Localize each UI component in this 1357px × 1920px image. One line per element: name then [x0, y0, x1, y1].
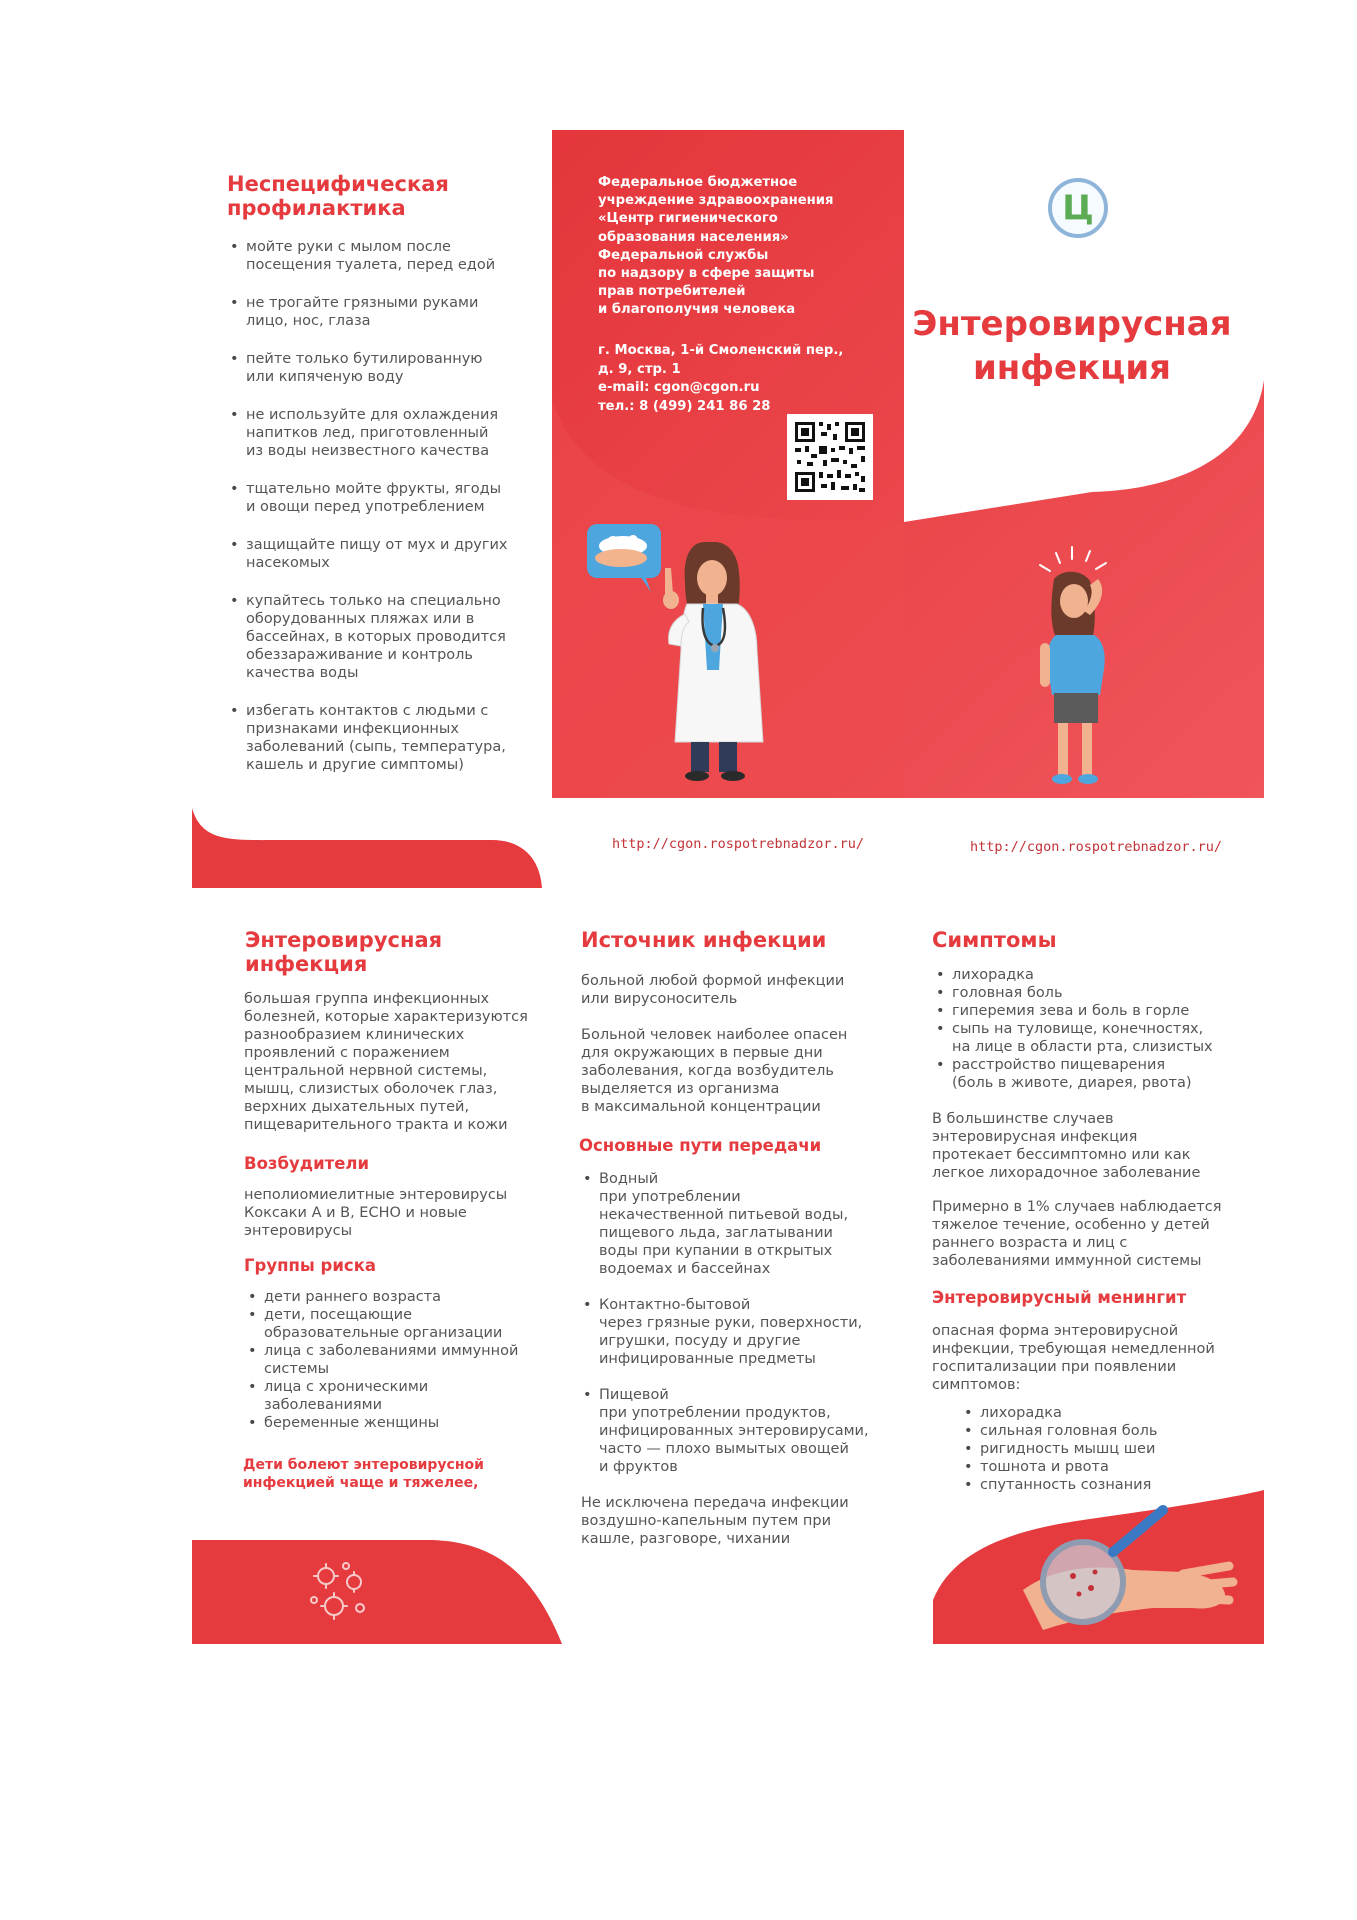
- route-name: • Водный: [599, 1171, 659, 1187]
- list-item: • купайтесь только на специально оборудованных пляжах или в бассейнах, в которых проводится обеззараживание и контроль качества воды: [228, 592, 528, 682]
- list-item: • расстройство пищеварения (боль в животе, диарея, рвота): [934, 1056, 1254, 1092]
- organization-logo: [1048, 178, 1108, 238]
- list-item: • защищайте пищу от мух и других насекомых: [228, 536, 528, 572]
- list-item: • сыпь на туловище, конечностях, на лице в области рта, слизистых: [934, 1020, 1254, 1056]
- cover-website-link[interactable]: http://cgon.rospotrebnadzor.ru/: [970, 839, 1222, 855]
- symptoms-course-text: В большинстве случаев энтеровирусная инфекция протекает бессимптомно или как легкое лихорадочное заболевание: [932, 1111, 1201, 1181]
- list-item: • пейте только бутилированную или кипяченую воду: [228, 350, 528, 386]
- list-item: • мойте руки с мылом после посещения туалета, перед едой: [228, 238, 528, 274]
- list-item: • дети, посещающие образовательные организации: [246, 1306, 546, 1342]
- list-item: • сильная головная боль: [962, 1422, 1252, 1440]
- prevention-title: Неспецифическая профилактика: [227, 172, 449, 220]
- source-title: Источник инфекции: [581, 928, 827, 952]
- source-text: больной любой формой инфекции или вирусоноситель: [581, 973, 845, 1007]
- list-item: • спутанность сознания: [962, 1476, 1252, 1494]
- list-item: • лица с заболеваниями иммунной системы: [246, 1342, 546, 1378]
- risk-groups-heading: Группы риска: [244, 1256, 377, 1275]
- list-item: [581, 1386, 901, 1476]
- qr-code-icon[interactable]: [787, 414, 873, 500]
- transmission-routes-heading: Основные пути передачи: [579, 1136, 822, 1155]
- route-name: • Пищевой: [599, 1387, 669, 1403]
- list-item: • головная боль: [934, 984, 1254, 1002]
- route-description: при употреблении некачественной питьевой воды, пищевого льда, заглатывании воды при купании в открытых водоемах и бассейнах: [599, 1189, 849, 1277]
- symptoms-list: [934, 966, 1254, 1092]
- prevention-list: [228, 238, 528, 774]
- meningitis-heading: Энтеровирусный менингит: [932, 1288, 1187, 1307]
- list-item: • беременные женщины: [246, 1414, 546, 1432]
- rash-magnifier-illustration: [933, 1490, 1264, 1644]
- list-item: • избегать контактов с людьми с признаками инфекционных заболеваний (сыпь, температура, кашель и другие симптомы): [228, 702, 528, 774]
- meningitis-text: опасная форма энтеровирусной инфекции, требующая немедленной госпитализации при появлении симптомов:: [932, 1323, 1215, 1393]
- pathogens-text: неполиомиелитные энтеровирусы Коксаки А и В, ECHO и новые энтеровирусы: [244, 1187, 508, 1239]
- list-item: • не трогайте грязными руками лицо, нос, глаза: [228, 294, 528, 330]
- sick-girl-illustration: [1020, 545, 1150, 790]
- list-item: • гиперемия зева и боль в горле: [934, 1002, 1254, 1020]
- list-item: [581, 1296, 901, 1368]
- pathogens-heading: Возбудители: [244, 1154, 370, 1173]
- list-item: • ригидность мышц шеи: [962, 1440, 1252, 1458]
- airborne-text: Не исключена передача инфекции воздушно-капельным путем при кашле, разговоре, чихании: [581, 1495, 849, 1547]
- route-description: при употреблении продуктов, инфицированных энтеровирусами, часто — плохо вымытых овощей и фруктов: [599, 1405, 869, 1475]
- cover-title: Энтеровирусная инфекция: [912, 304, 1232, 388]
- list-item: • лица с хроническими заболеваниями: [246, 1378, 546, 1414]
- org-description: Федеральное бюджетное учреждение здравоохранения «Центр гигиенического образования населения» Федеральной службы по надзору в сфере защиты прав потребителей и благополучия человека: [598, 175, 834, 318]
- prevention-wave-decoration: [192, 808, 542, 888]
- route-name: • Контактно-бытовой: [599, 1297, 751, 1313]
- doctor-illustration: [585, 520, 795, 785]
- meningitis-symptoms-list: [962, 1404, 1252, 1494]
- list-item: [581, 1170, 901, 1278]
- list-item: • не используйте для охлаждения напитков лед, приготовленный из воды неизвестного качества: [228, 406, 528, 460]
- symptoms-title: Симптомы: [932, 928, 1057, 952]
- list-item: • лихорадка: [934, 966, 1254, 984]
- org-website-link[interactable]: http://cgon.rospotrebnadzor.ru/: [612, 836, 864, 852]
- list-item: • дети раннего возраста: [246, 1288, 546, 1306]
- about-wave-decoration: [192, 1540, 562, 1644]
- severe-course-text: Примерно в 1% случаев наблюдается тяжелое течение, особенно у детей раннего возраста и лиц с заболеваниями иммунной системы: [932, 1199, 1222, 1269]
- virus-icon: [308, 1560, 376, 1626]
- about-title: Энтеровирусная инфекция: [245, 928, 443, 976]
- about-text: большая группа инфекционных болезней, которые характеризуются разнообразием клинических проявлений с поражением центральной нервной системы, мышц, слизистых оболочек глаз, верхних дыхательных путей, пищеварительного тракта и кожи: [244, 991, 528, 1133]
- list-item: • тщательно мойте фрукты, ягоды и овощи перед употреблением: [228, 480, 528, 516]
- transmission-routes-list: [581, 1170, 901, 1476]
- logo-letter: Ц: [1062, 188, 1094, 228]
- risk-groups-list: [246, 1288, 546, 1432]
- list-item: • лихорадка: [962, 1404, 1252, 1422]
- children-note: Дети болеют энтеровирусной инфекцией чаще и тяжелее,: [243, 1457, 484, 1491]
- qr-code-graphic: [787, 414, 873, 500]
- org-address: г. Москва, 1-й Смоленский пер., д. 9, стр. 1 e-mail: cgon@cgon.ru тел.: 8 (499) 241 86 28: [598, 343, 844, 414]
- source-danger-text: Больной человек наиболее опасен для окружающих в первые дни заболевания, когда возбудитель выделяется из организма в максимальной концентрации: [581, 1027, 848, 1115]
- route-description: через грязные руки, поверхности, игрушки, посуду и другие инфицированные предметы: [599, 1315, 863, 1367]
- list-item: • тошнота и рвота: [962, 1458, 1252, 1476]
